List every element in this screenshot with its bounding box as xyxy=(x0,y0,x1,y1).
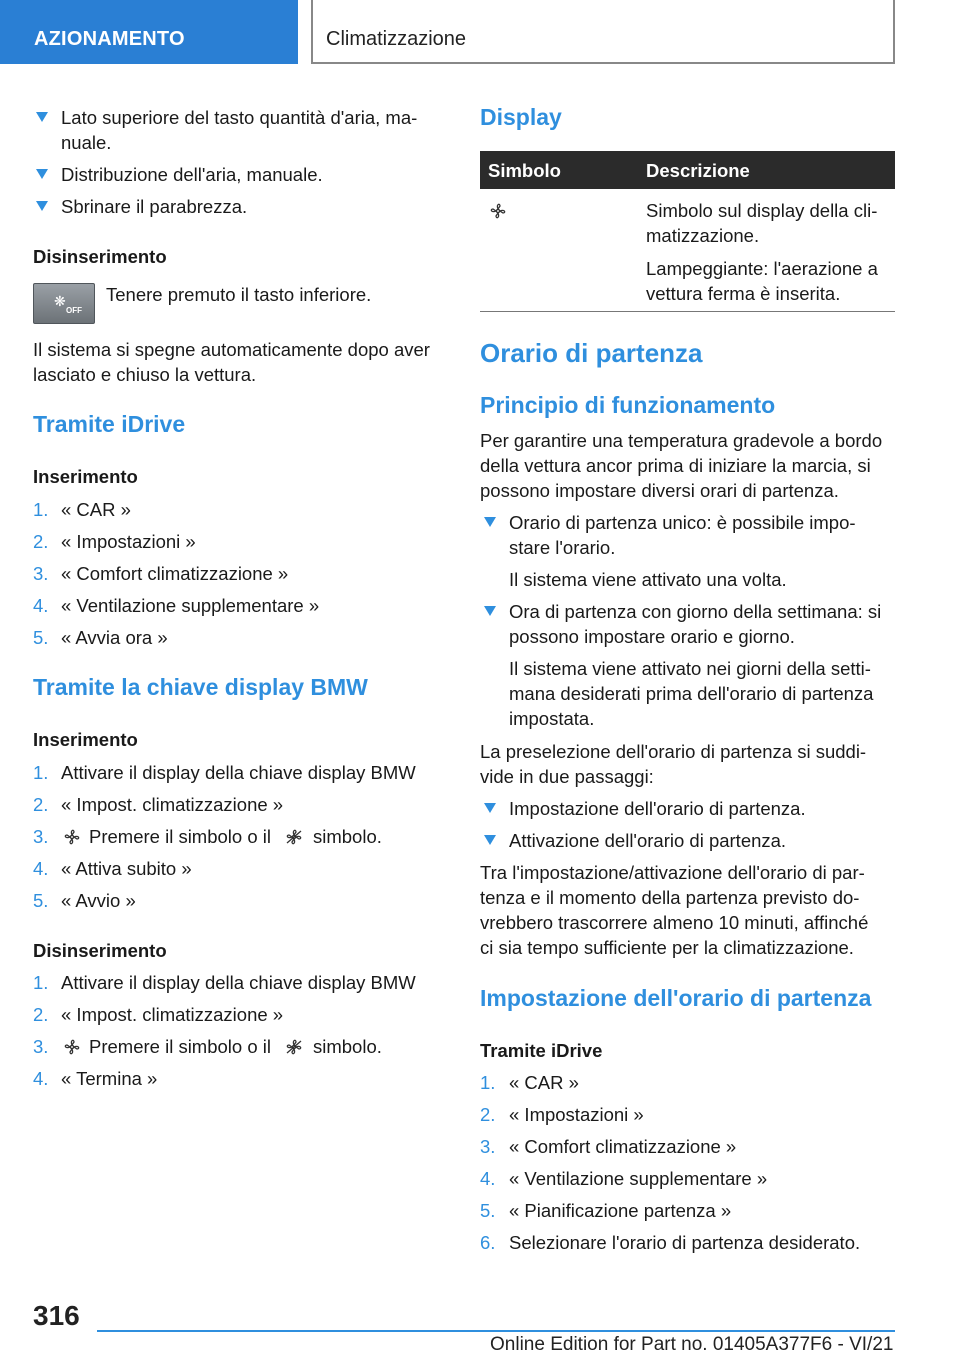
step-number: 1. xyxy=(33,762,49,783)
step-text: « Impost. climatizzazione » xyxy=(61,1004,284,1025)
paragraph: possono impostare diversi orari di partenza. xyxy=(480,480,839,501)
bullet-text: Il sistema viene attivato nei giorni della setti- xyxy=(509,658,871,679)
bullet-text: possono impostare orario e giorno. xyxy=(509,626,795,647)
bullet-icon xyxy=(484,803,496,813)
fan-symbol-icon xyxy=(488,202,508,220)
step-text: « Impost. climatizzazione » xyxy=(61,794,284,815)
table-cell-text: Lampeggiante: l'aerazione a xyxy=(646,258,878,279)
subheading: Tramite iDrive xyxy=(480,1040,603,1061)
paragraph: tenza e il momento della partenza previsto do- xyxy=(480,887,860,908)
step-text: « Termina » xyxy=(61,1068,158,1089)
step-number: 4. xyxy=(33,858,49,879)
step-number: 6. xyxy=(480,1232,496,1253)
step-text: « Avvio » xyxy=(61,890,136,911)
paragraph: Tra l'impostazione/attivazione dell'orario di par- xyxy=(480,862,865,883)
step-text: Premere il simbolo o il xyxy=(89,1036,271,1057)
step-text: Selezionare l'orario di partenza desiderato. xyxy=(509,1232,861,1253)
section-title: AZIONAMENTO xyxy=(34,28,185,50)
table-col-symbol: Simbolo xyxy=(488,160,561,181)
bullet-text: Attivazione dell'orario di partenza. xyxy=(509,830,787,851)
step-number: 3. xyxy=(480,1136,496,1157)
section-heading: Tramite la chiave display BMW xyxy=(33,674,368,700)
paragraph: ci sia tempo sufficiente per la climatizzazione. xyxy=(480,937,854,958)
paragraph: lasciato e chiuso la vettura. xyxy=(33,364,257,385)
bullet-icon xyxy=(36,201,48,211)
subheading: Inserimento xyxy=(33,729,138,750)
bullet-text: Sbrinare il parabrezza. xyxy=(61,196,248,217)
chapter-heading: Orario di partenza xyxy=(480,338,703,368)
section-tab xyxy=(0,0,298,64)
paragraph: Tenere premuto il tasto inferiore. xyxy=(106,284,372,305)
fan-icon xyxy=(62,828,82,846)
bullet-icon xyxy=(484,835,496,845)
paragraph: della vettura ancor prima di iniziare la marcia, si xyxy=(480,455,871,476)
table-divider xyxy=(480,311,895,312)
step-number: 2. xyxy=(33,531,49,552)
off-label: OFF xyxy=(66,306,82,315)
bullet-icon xyxy=(36,112,48,122)
fan-off-button-image xyxy=(33,283,95,324)
bullet-text: Distribuzione dell'aria, manuale. xyxy=(61,164,323,185)
paragraph: vrebbero trascorrere almeno 10 minuti, affinché xyxy=(480,912,869,933)
bullet-text: Lato superiore del tasto quantità d'aria, ma- xyxy=(61,107,418,128)
step-number: 2. xyxy=(33,794,49,815)
step-text: « Impostazioni » xyxy=(61,531,196,552)
step-number: 3. xyxy=(33,563,49,584)
step-text: simbolo. xyxy=(313,1036,382,1057)
step-text: Premere il simbolo o il xyxy=(89,826,271,847)
footer-edition: Online Edition for Part no. 01405A377F6 - VI/21 xyxy=(490,1334,894,1355)
table-col-description: Descrizione xyxy=(646,160,750,181)
step-number: 4. xyxy=(33,595,49,616)
paragraph: La preselezione dell'orario di partenza si suddi- xyxy=(480,741,867,762)
section-heading: Impostazione dell'orario di partenza xyxy=(480,985,872,1011)
bullet-text: stare l'orario. xyxy=(509,537,616,558)
chapter-tab xyxy=(311,0,895,64)
fan-off-icon xyxy=(284,828,304,846)
step-number: 3. xyxy=(33,826,49,847)
bullet-text: Il sistema viene attivato una volta. xyxy=(509,569,787,590)
fan-off-icon xyxy=(284,1038,304,1056)
bullet-icon xyxy=(484,517,496,527)
step-text: Attivare il display della chiave display BMW xyxy=(61,972,416,993)
bullet-text: Impostazione dell'orario di partenza. xyxy=(509,798,806,819)
paragraph: Il sistema si spegne automaticamente dopo aver xyxy=(33,339,430,360)
step-number: 4. xyxy=(33,1068,49,1089)
table-header xyxy=(480,151,895,189)
fan-icon: ❋ xyxy=(54,293,66,309)
section-heading: Principio di funzionamento xyxy=(480,392,776,418)
bullet-icon xyxy=(36,169,48,179)
step-text: « Ventilazione supplementare » xyxy=(61,595,320,616)
subheading: Disinserimento xyxy=(33,246,167,267)
chapter-title: Climatizzazione xyxy=(326,28,467,50)
subheading: Disinserimento xyxy=(33,940,167,961)
step-text: « Ventilazione supplementare » xyxy=(509,1168,768,1189)
fan-icon xyxy=(62,1038,82,1056)
step-number: 2. xyxy=(33,1004,49,1025)
step-text: « Avvia ora » xyxy=(61,627,168,648)
step-number: 1. xyxy=(33,972,49,993)
footer-rule xyxy=(97,1330,895,1332)
page-number: 316 xyxy=(33,1300,80,1331)
step-number: 1. xyxy=(33,499,49,520)
step-text: « Pianificazione partenza » xyxy=(509,1200,732,1221)
step-number: 5. xyxy=(480,1200,496,1221)
step-text: « Impostazioni » xyxy=(509,1104,644,1125)
step-number: 5. xyxy=(33,890,49,911)
paragraph: Per garantire una temperatura gradevole a bordo xyxy=(480,430,883,451)
bullet-text: impostata. xyxy=(509,708,595,729)
bullet-text: mana desiderati prima dell'orario di partenza xyxy=(509,683,874,704)
paragraph: vide in due passaggi: xyxy=(480,766,654,787)
section-heading: Display xyxy=(480,104,562,130)
step-text: « Comfort climatizzazione » xyxy=(61,563,289,584)
section-heading: Tramite iDrive xyxy=(33,411,186,437)
step-number: 1. xyxy=(480,1072,496,1093)
bullet-text: nuale. xyxy=(61,132,112,153)
step-text: « Comfort climatizzazione » xyxy=(509,1136,737,1157)
step-text: simbolo. xyxy=(313,826,382,847)
step-text: « Attiva subito » xyxy=(61,858,192,879)
step-text: « CAR » xyxy=(509,1072,579,1093)
bullet-text: Ora di partenza con giorno della settimana: si xyxy=(509,601,882,622)
table-cell-text: matizzazione. xyxy=(646,225,760,246)
step-text: Attivare il display della chiave display BMW xyxy=(61,762,416,783)
step-number: 5. xyxy=(33,627,49,648)
step-text: « CAR » xyxy=(61,499,131,520)
step-number: 4. xyxy=(480,1168,496,1189)
step-number: 2. xyxy=(480,1104,496,1125)
bullet-text: Orario di partenza unico: è possibile impo- xyxy=(509,512,856,533)
table-cell-text: vettura ferma è inserita. xyxy=(646,283,841,304)
table-cell-text: Simbolo sul display della cli- xyxy=(646,200,878,221)
step-number: 3. xyxy=(33,1036,49,1057)
subheading: Inserimento xyxy=(33,466,138,487)
bullet-icon xyxy=(484,606,496,616)
